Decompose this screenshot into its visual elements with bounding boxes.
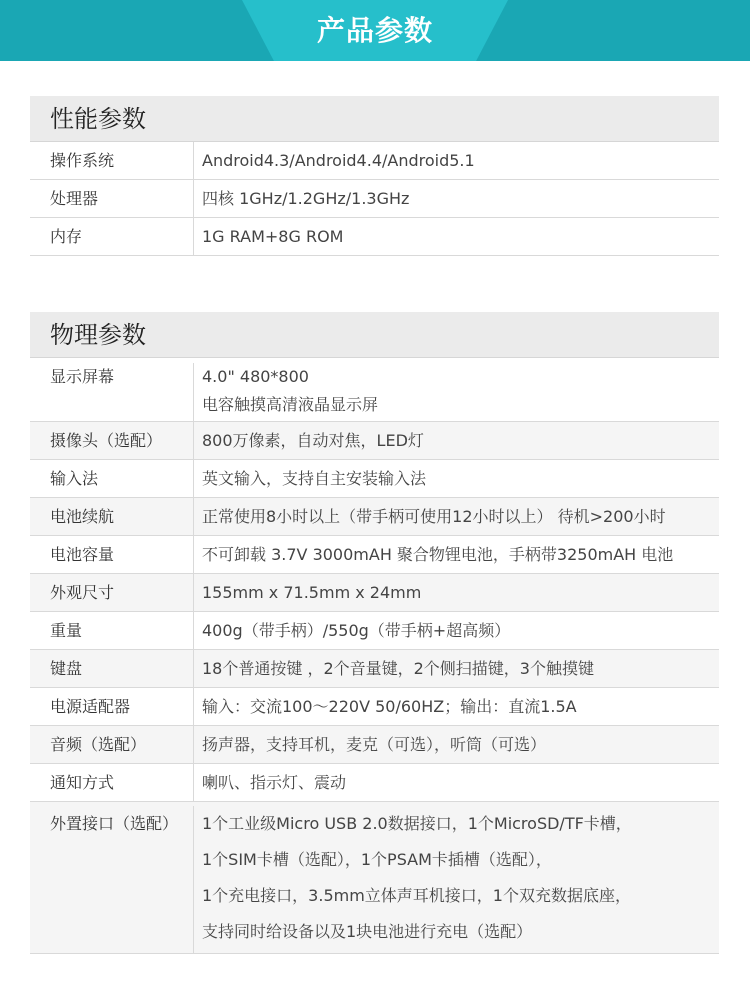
- performance-section-title: 性能参数: [30, 96, 719, 142]
- spec-key: 键盘: [30, 650, 194, 687]
- spec-key: 电池容量: [30, 536, 194, 573]
- spec-key: 显示屏幕: [30, 363, 194, 421]
- spec-value-line: 1个SIM卡槽（选配），1个PSAM卡插槽（选配），: [202, 850, 552, 869]
- title-banner: [0, 0, 750, 61]
- spec-value-line: 1个充电接口，3.5mm立体声耳机接口，1个双充数据底座，: [202, 886, 631, 905]
- table-row: [30, 536, 719, 574]
- spec-value-line: 电容触摸高清液晶显示屏: [202, 395, 379, 414]
- table-row: [30, 358, 719, 422]
- spec-value: Android4.3/Android4.4/Android5.1: [202, 151, 475, 170]
- table-row: [30, 498, 719, 536]
- table-row: [30, 422, 719, 460]
- spec-key: 电池续航: [30, 498, 194, 535]
- spec-value: 喇叭、指示灯、震动: [202, 773, 347, 792]
- physical-section-title: 物理参数: [30, 312, 719, 358]
- spec-key: 重量: [30, 612, 194, 649]
- spec-value: [194, 363, 719, 421]
- spec-value: 英文输入，支持自主安装输入法: [202, 469, 427, 488]
- spec-value: 扬声器，支持耳机，麦克（可选），听筒（可选）: [202, 735, 547, 754]
- table-row: [30, 142, 719, 180]
- spec-key: 操作系统: [30, 142, 194, 179]
- spec-value-line: 支持同时给设备以及1块电池进行充电（选配）: [202, 922, 533, 941]
- spec-key: 外观尺寸: [30, 574, 194, 611]
- spec-value: 400g（带手柄）/550g（带手柄+超高频）: [202, 621, 511, 640]
- performance-section: [30, 96, 719, 256]
- spec-value: 输入：交流100～220V 50/60HZ；输出：直流1.5A: [202, 697, 577, 716]
- table-row: [30, 574, 719, 612]
- table-row: [30, 218, 719, 256]
- table-row: [30, 764, 719, 802]
- spec-value: 1G RAM+8G ROM: [202, 227, 344, 246]
- table-row: [30, 650, 719, 688]
- table-row: [30, 612, 719, 650]
- spec-value: 155mm x 71.5mm x 24mm: [202, 583, 422, 602]
- spec-value: 正常使用8小时以上（带手柄可使用12小时以上） 待机>200小时: [202, 507, 666, 526]
- physical-section: [30, 312, 719, 954]
- table-row: [30, 726, 719, 764]
- spec-value: 不可卸载 3.7V 3000mAH 聚合物锂电池，手柄带3250mAH 电池: [202, 545, 674, 564]
- spec-key: 输入法: [30, 460, 194, 497]
- spec-value: [194, 806, 719, 953]
- spec-key: 内存: [30, 218, 194, 255]
- spec-key: 通知方式: [30, 764, 194, 801]
- spec-key: 外置接口（选配）: [30, 806, 194, 953]
- spec-value: 四核 1GHz/1.2GHz/1.3GHz: [202, 189, 410, 208]
- spec-key: 音频（选配）: [30, 726, 194, 763]
- spec-key: 电源适配器: [30, 688, 194, 725]
- spec-value-line: 1个工业级Micro USB 2.0数据接口，1个MicroSD/TF卡槽，: [202, 814, 632, 833]
- spec-value: 800万像素，自动对焦，LED灯: [202, 431, 424, 450]
- spec-value: 18个普通按键 ，2个音量键，2个侧扫描键，3个触摸键: [202, 659, 594, 678]
- spec-value-line: 4.0" 480*800: [202, 367, 309, 386]
- banner-title: 产品参数: [316, 14, 433, 47]
- table-row: [30, 460, 719, 498]
- spec-key: 摄像头（选配）: [30, 422, 194, 459]
- table-row: [30, 688, 719, 726]
- table-row: [30, 180, 719, 218]
- table-row: [30, 802, 719, 954]
- spec-key: 处理器: [30, 180, 194, 217]
